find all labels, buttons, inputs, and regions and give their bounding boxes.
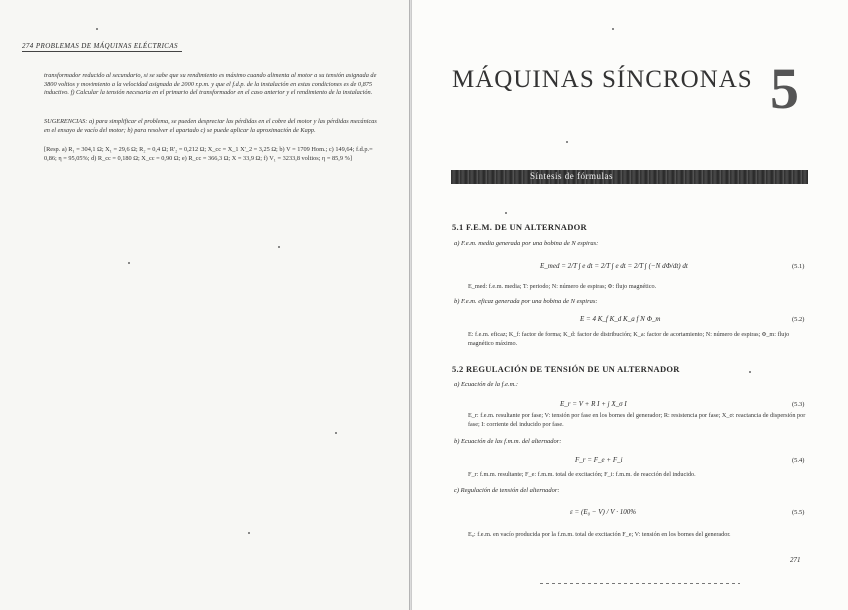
- formula: ε = (E₀ − V) / V · 100%: [570, 508, 637, 516]
- formula-description: E: f.e.m. eficaz; K_f: factor de forma; K_d: factor de distribución; K_a: factor de acortamiento; N: número de espiras; Φ_m: flujo magnético máximo.: [468, 331, 790, 347]
- scan-speck: [612, 28, 614, 30]
- chapter-title: MÁQUINAS SÍNCRONAS: [452, 66, 753, 93]
- equation-number: (5.5): [792, 509, 805, 516]
- scan-speck: [278, 246, 280, 248]
- section-title: 5.2 REGULACIÓN DE TENSIÓN DE UN ALTERNADOR: [452, 364, 680, 374]
- equation-number: (5.1): [792, 263, 805, 270]
- item-label: b) F.e.m. eficaz generada por una bobina de N espiras:: [454, 298, 598, 305]
- formula: F_r = F_e + F_i: [575, 456, 623, 464]
- problem-text: transformador reducido al secundario, si se sabe que su rendimiento es máximo cuando alimenta al motor a su tensión asignada de 3800 voltios y movimiento a la velocidad asignada de 2000 r.p.m. y que el f.d.p. de la instalación en estas condiciones es de 0,875 inductivo. f) Calcular la tensión necesaria en el primario del transformador en el caso anterior y el rendimiento de la instalación.: [44, 72, 377, 96]
- item-label: a) F.e.m. media generada por una bobina de N espiras:: [454, 240, 599, 247]
- item-label: b) Ecuación de las f.m.m. del alternador:: [454, 438, 562, 445]
- formula-description: F_r: f.m.m. resultante; F_e: f.m.m. total de excitación; F_i: f.m.m. de reacción del inducido.: [468, 471, 696, 478]
- page-number: 271: [790, 556, 801, 564]
- summary-banner: [451, 170, 808, 184]
- section-title: 5.1 F.E.M. DE UN ALTERNADOR: [452, 222, 587, 232]
- scan-speck: [505, 212, 507, 214]
- scan-speck: [128, 262, 130, 264]
- item-label: c) Regulación de tensión del alternador:: [454, 487, 560, 494]
- equation-number: (5.3): [792, 401, 805, 408]
- formula-description: E₀: f.e.m. en vacío producida por la f.m.m. total de excitación F_e; V: tensión en los bornes del generador.: [468, 531, 731, 538]
- scan-speck: [335, 432, 337, 434]
- scan-speck: [248, 532, 250, 534]
- suggestions-text: SUGERENCIAS: a) para simplificar el problema, se pueden despreciar las pérdidas en el cobre del motor y las pérdidas mecánicas en el ensayo de vacío del motor; b) para resolver el apartado c) se puede aplicar la aproximación de Kapp.: [44, 118, 377, 134]
- running-header: 274 PROBLEMAS DE MÁQUINAS ELÉCTRICAS: [22, 42, 178, 50]
- formula: E_r = V + R I + j X_σ I: [560, 400, 627, 408]
- scan-speck: [749, 371, 751, 373]
- bottom-rule: [540, 583, 740, 584]
- equation-number: (5.4): [792, 457, 805, 464]
- answers-text: [Resp. a) R₁ = 304,1 Ω; X₁ = 29,6 Ω; R₂ = 0,4 Ω; R'₂ = 0,212 Ω; X_cc = X_1 X'_2 = 3,25 Ω; b) V = 1709 Hom.; c) 149,64; f.d.p.= 0,86; η = 95,05%; d) R_cc = 0,180 Ω; X_cc = 0,90 Ω; e) R_cc = 366,3 Ω; X = 33,9 Ω; f) V₁ = 3233,8 voltios; η = 85,9 %]: [44, 146, 373, 162]
- formula-description: E_med: f.e.m. media; T: periodo; N: número de espiras; Φ: flujo magnético.: [468, 283, 657, 290]
- scan-speck: [96, 28, 98, 30]
- item-label: a) Ecuación de la f.e.m.:: [454, 381, 519, 388]
- formula-description: E_r: f.e.m. resultante por fase; V: tensión por fase en los bornes del generador; R: resistencia por fase; X_σ: reactancia de dispersión por fase; I: corriente del inducido por fase.: [468, 412, 806, 428]
- formula: E_med = 2/T ∫ e dt = 2/T ∫ e dt = 2/T ∫ (−N dΦ/dt) dt: [540, 262, 688, 270]
- summary-banner-text: Síntesis de fórmulas: [530, 171, 613, 181]
- equation-number: (5.2): [792, 316, 805, 323]
- header-rule: [22, 51, 182, 52]
- formula: E = 4 K_f K_d K_a f N Φ_m: [580, 315, 661, 323]
- scan-speck: [566, 141, 568, 143]
- book-spine: [409, 0, 412, 610]
- chapter-number: 5: [770, 56, 799, 121]
